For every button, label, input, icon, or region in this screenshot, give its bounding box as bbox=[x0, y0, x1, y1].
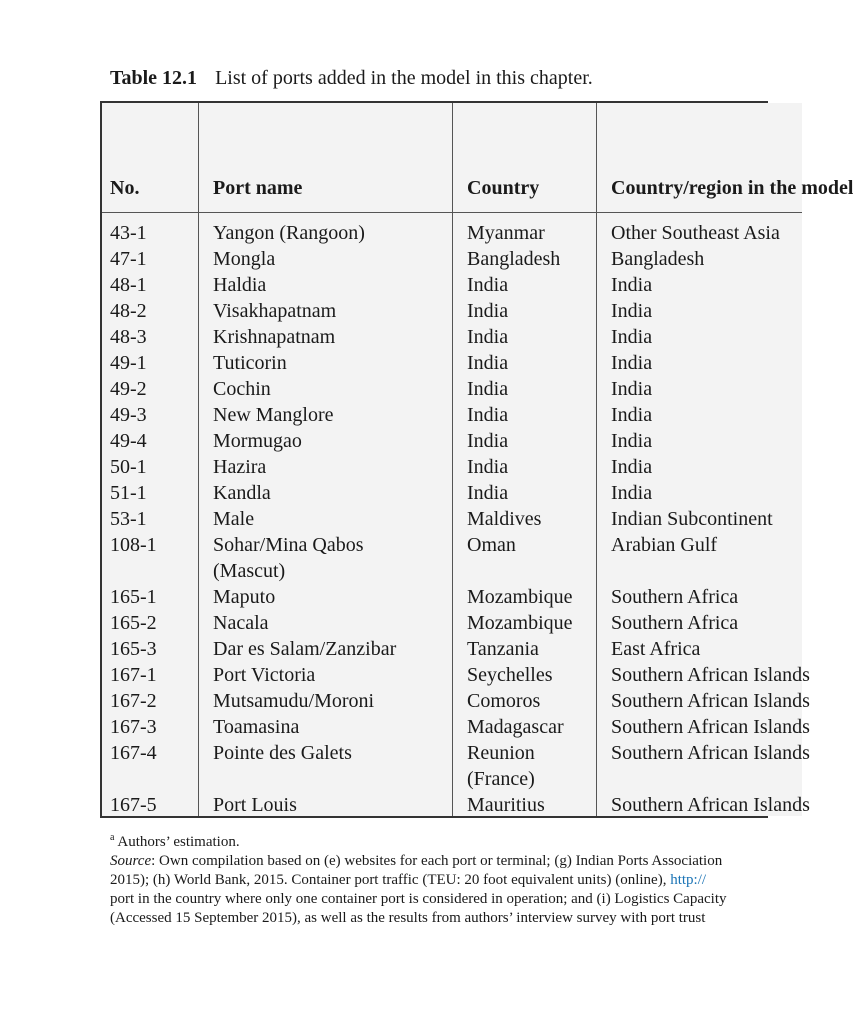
cell-country-region: Southern African Islands bbox=[611, 742, 810, 764]
cell-port-name: Krishnapatnam bbox=[213, 326, 336, 348]
cell-no: 108-1 bbox=[110, 534, 157, 556]
cell-country: Reunion bbox=[467, 742, 535, 764]
cell-no: 49-2 bbox=[110, 378, 147, 400]
footnote-source-line-2 bbox=[110, 871, 810, 890]
cell-country: Bangladesh bbox=[467, 248, 561, 270]
cell-country: India bbox=[467, 378, 509, 400]
cell-country: India bbox=[467, 430, 509, 452]
footnote-a bbox=[110, 828, 810, 852]
cell-no: 43-1 bbox=[110, 222, 147, 244]
cell-no: 49-1 bbox=[110, 352, 147, 374]
cell-port-name: Mongla bbox=[213, 248, 276, 270]
cell-country-region: Southern African Islands bbox=[611, 716, 810, 738]
footnote-source-text-2: 2015); (h) World Bank, 2015. Container port traffic (TEU: 20 foot equivalent units) (online), bbox=[110, 872, 671, 888]
cell-no: 48-1 bbox=[110, 274, 147, 296]
cell-country-region: Southern African Islands bbox=[611, 794, 810, 816]
cell-country: Mozambique bbox=[467, 612, 573, 634]
cell-country: Comoros bbox=[467, 690, 541, 712]
cell-country: Maldives bbox=[467, 508, 542, 530]
cell-country-region: India bbox=[611, 378, 653, 400]
cell-country: Madagascar bbox=[467, 716, 564, 738]
column-divider bbox=[198, 103, 199, 816]
cell-country-region: Other Southeast Asia bbox=[611, 222, 780, 244]
cell-country: India bbox=[467, 352, 509, 374]
cell-port-name: Hazira bbox=[213, 456, 267, 478]
cell-country: Oman bbox=[467, 534, 516, 556]
ports-table bbox=[100, 101, 853, 818]
cell-country-region: Bangladesh bbox=[611, 248, 705, 270]
cell-port-name: Tuticorin bbox=[213, 352, 287, 374]
footnote-a-text: Authors’ estimation. bbox=[117, 834, 240, 850]
cell-country-region: India bbox=[611, 274, 653, 296]
header-country: Country bbox=[467, 177, 540, 199]
footnote-source-link[interactable]: http:// bbox=[670, 872, 707, 888]
cell-country-region: East Africa bbox=[611, 638, 701, 660]
cell-port-name: Port Louis bbox=[213, 794, 297, 816]
cell-port-name: Maputo bbox=[213, 586, 276, 608]
cell-no: 167-1 bbox=[110, 664, 157, 686]
table-caption-text: List of ports added in the model in this chapter. bbox=[215, 67, 593, 89]
cell-port-name: Port Victoria bbox=[213, 664, 316, 686]
cell-country-cont: (France) bbox=[467, 768, 535, 790]
cell-port-name: Toamasina bbox=[213, 716, 300, 738]
cell-country-region: Southern Africa bbox=[611, 586, 739, 608]
header-no: No. bbox=[110, 177, 140, 199]
footnote-source-text-1: : Own compilation based on (e) websites for each port or terminal; (g) Indian Ports Association bbox=[151, 853, 723, 869]
cell-country-region: Arabian Gulf bbox=[611, 534, 718, 556]
cell-no: 167-5 bbox=[110, 794, 157, 816]
cell-no: 165-1 bbox=[110, 586, 157, 608]
cell-country: India bbox=[467, 482, 509, 504]
column-divider bbox=[452, 103, 453, 816]
cell-port-name: Male bbox=[213, 508, 255, 530]
cell-port-name: Nacala bbox=[213, 612, 269, 634]
cell-port-name-cont: (Mascut) bbox=[213, 560, 286, 582]
cell-country-region: Indian Subcontinent bbox=[611, 508, 773, 530]
cell-country: Seychelles bbox=[467, 664, 553, 686]
cell-country: Tanzania bbox=[467, 638, 539, 660]
cell-port-name: Haldia bbox=[213, 274, 267, 296]
cell-no: 167-3 bbox=[110, 716, 157, 738]
cell-no: 53-1 bbox=[110, 508, 147, 530]
footnote-source-line-4: (Accessed 15 September 2015), as well as the results from authors’ interview survey with port trust bbox=[110, 910, 706, 926]
cell-no: 48-2 bbox=[110, 300, 147, 322]
cell-port-name: Dar es Salam/Zanzibar bbox=[213, 638, 397, 660]
cell-port-name: Sohar/Mina Qabos bbox=[213, 534, 364, 556]
cell-no: 167-2 bbox=[110, 690, 157, 712]
cell-country: India bbox=[467, 326, 509, 348]
cell-country: Mauritius bbox=[467, 794, 545, 816]
cell-port-name: Yangon (Rangoon) bbox=[213, 222, 365, 244]
cell-port-name: Pointe des Galets bbox=[213, 742, 352, 764]
cell-country-region: Southern African Islands bbox=[611, 664, 810, 686]
cell-country: Myanmar bbox=[467, 222, 545, 244]
cell-country-region: India bbox=[611, 300, 653, 322]
cell-port-name: Mutsamudu/Moroni bbox=[213, 690, 375, 712]
header-country-region: Country/region in the model bbox=[611, 177, 853, 199]
cell-country: India bbox=[467, 274, 509, 296]
cell-country-region: India bbox=[611, 404, 653, 426]
footnote-source-label: Source bbox=[110, 853, 152, 869]
footnote-a-mark: a bbox=[110, 832, 115, 843]
cell-no: 49-4 bbox=[110, 430, 147, 452]
cell-country-region: India bbox=[611, 352, 653, 374]
cell-country-region: India bbox=[611, 326, 653, 348]
cell-country: India bbox=[467, 456, 509, 478]
table-caption-label: Table 12.1 bbox=[110, 67, 198, 89]
cell-no: 48-3 bbox=[110, 326, 147, 348]
footnote-source-line-1 bbox=[110, 852, 810, 871]
table-footnotes bbox=[110, 828, 810, 928]
cell-no: 165-2 bbox=[110, 612, 157, 634]
cell-country-region: Southern Africa bbox=[611, 612, 739, 634]
cell-no: 51-1 bbox=[110, 482, 147, 504]
cell-no: 165-3 bbox=[110, 638, 157, 660]
cell-port-name: Kandla bbox=[213, 482, 271, 504]
cell-country: India bbox=[467, 404, 509, 426]
cell-no: 49-3 bbox=[110, 404, 147, 426]
cell-port-name: Mormugao bbox=[213, 430, 302, 452]
cell-no: 167-4 bbox=[110, 742, 157, 764]
cell-country-region: India bbox=[611, 482, 653, 504]
cell-port-name: Cochin bbox=[213, 378, 271, 400]
cell-no: 47-1 bbox=[110, 248, 147, 270]
cell-country: India bbox=[467, 300, 509, 322]
header-port-name: Port name bbox=[213, 177, 303, 199]
cell-country-region: Southern African Islands bbox=[611, 690, 810, 712]
cell-country: Mozambique bbox=[467, 586, 573, 608]
footnote-source-line-3: port in the country where only one container port is considered in operation; and (i) Logistics Capacity bbox=[110, 891, 727, 907]
table-caption bbox=[110, 67, 593, 90]
cell-port-name: Visakhapatnam bbox=[213, 300, 337, 322]
column-divider bbox=[596, 103, 597, 816]
cell-country-region: India bbox=[611, 456, 653, 478]
cell-no: 50-1 bbox=[110, 456, 147, 478]
cell-port-name: New Manglore bbox=[213, 404, 334, 426]
cell-country-region: India bbox=[611, 430, 653, 452]
